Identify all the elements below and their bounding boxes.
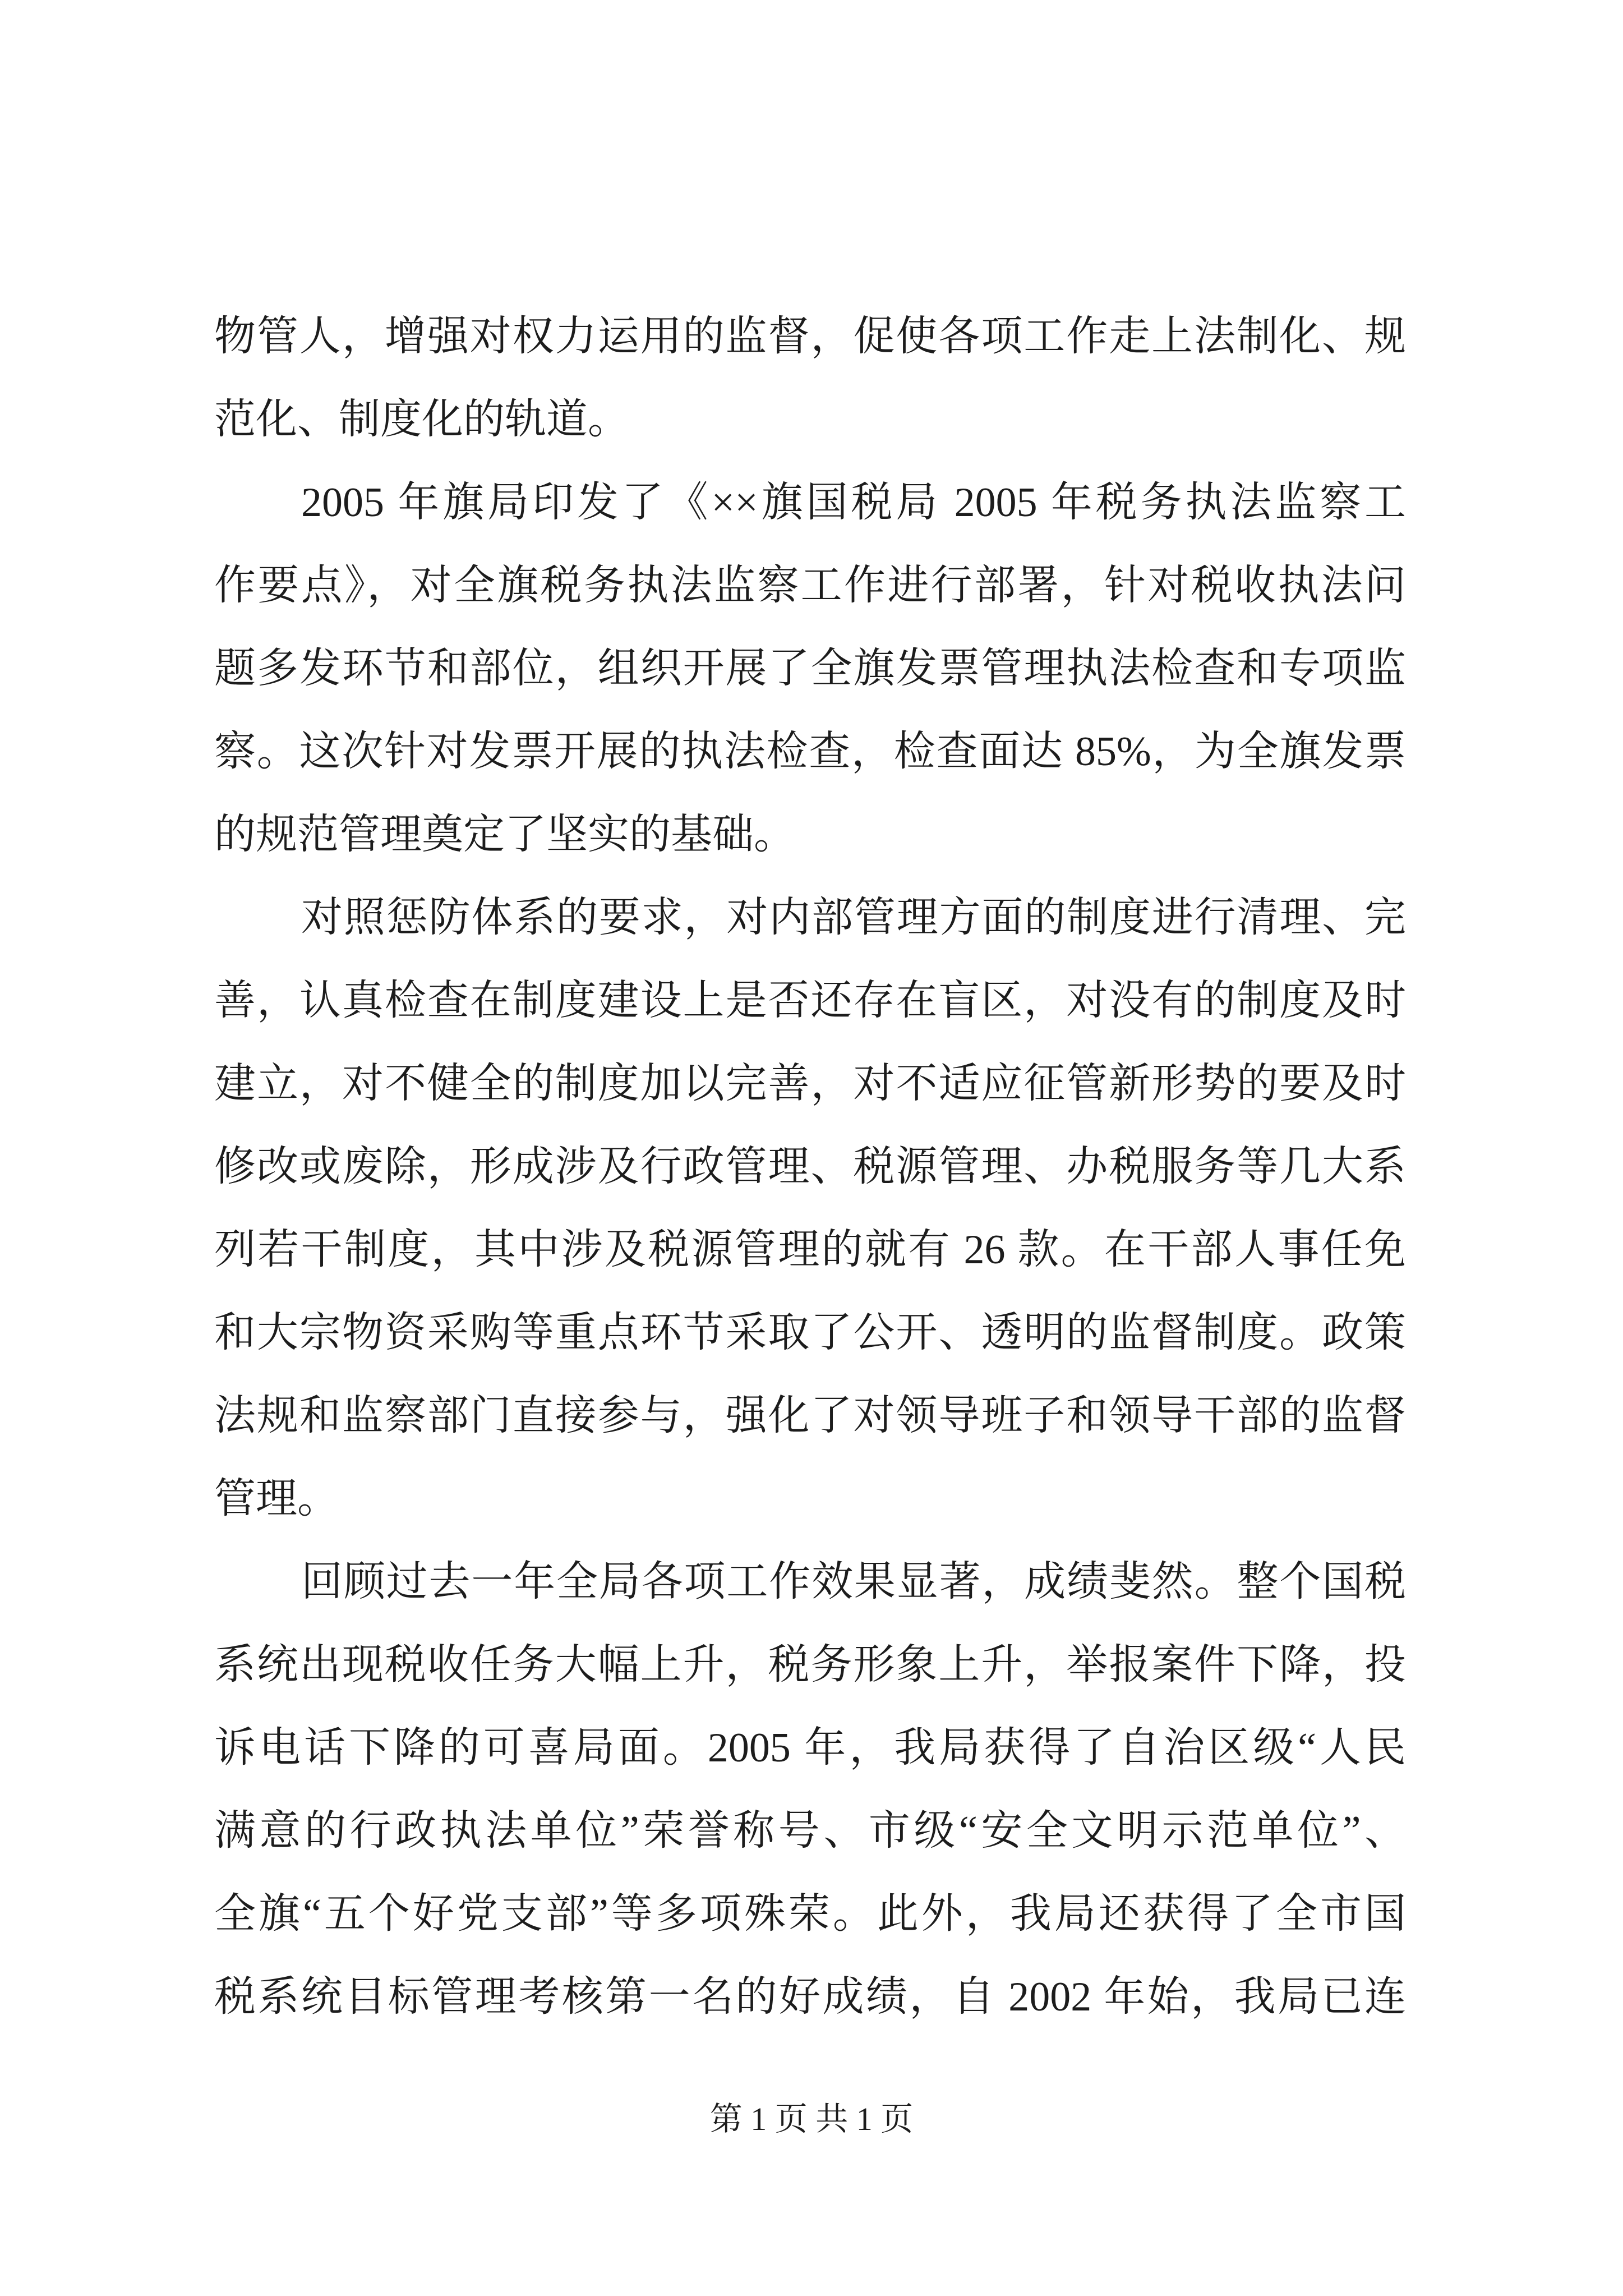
text-line: 善，认真检查在制度建设上是否还存在盲区，对没有的制度及时 — [214, 978, 1406, 1024]
text-line: 题多发环节和部位，组织开展了全旗发票管理执法检查和专项监 — [214, 646, 1406, 692]
text-line: 对照惩防体系的要求，对内部管理方面的制度进行清理、完 — [301, 895, 1406, 941]
document-body — [214, 295, 1406, 2039]
paragraph-review — [214, 1540, 1406, 2039]
text-line: 修改或废除，形成涉及行政管理、税源管理、办税服务等几大系 — [214, 1144, 1406, 1190]
text-line: 诉电话下降的可喜局面。2005 年，我局获得了自治区级“人民 — [214, 1725, 1406, 1771]
text-line: 范化、制度化的轨道。 — [214, 397, 629, 443]
text-line: 和大宗物资采购等重点环节采取了公开、透明的监督制度。政策 — [214, 1310, 1406, 1356]
paragraph-inspection — [214, 461, 1406, 876]
text-line: 全旗“五个好党支部”等多项殊荣。此外，我局还获得了全市国 — [214, 1891, 1406, 1937]
text-line: 物管人，增强对权力运用的监督，促使各项工作走上法制化、规 — [214, 314, 1406, 360]
text-line: 作要点》，对全旗税务执法监察工作进行部署，针对税收执法问 — [214, 563, 1406, 609]
text-line: 满意的行政执法单位”荣誉称号、市级“安全文明示范单位”、 — [214, 1808, 1406, 1854]
page-footer: 第 1 页 共 1 页 — [709, 2101, 914, 2137]
text-line: 的规范管理奠定了坚实的基础。 — [214, 812, 795, 858]
text-line: 法规和监察部门直接参与，强化了对领导班子和领导干部的监督 — [214, 1393, 1406, 1439]
paragraph-system-building — [214, 876, 1406, 1540]
text-line: 建立，对不健全的制度加以完善，对不适应征管新形势的要及时 — [214, 1061, 1406, 1107]
text-line: 2005 年旗局印发了《××旗国税局 2005 年税务执法监察工 — [301, 480, 1406, 526]
paragraph-continued — [214, 295, 1406, 461]
text-line: 列若干制度，其中涉及税源管理的就有 26 款。在干部人事任免 — [214, 1227, 1406, 1273]
text-line: 察。这次针对发票开展的执法检查，检查面达 85%，为全旗发票 — [214, 729, 1406, 775]
text-line: 税系统目标管理考核第一名的好成绩，自 2002 年始，我局已连 — [214, 1974, 1406, 2020]
text-line: 回顾过去一年全局各项工作效果显著，成绩斐然。整个国税 — [301, 1559, 1406, 1605]
text-line: 管理。 — [214, 1476, 339, 1522]
text-line: 系统出现税收任务大幅上升，税务形象上升，举报案件下降，投 — [214, 1642, 1406, 1688]
